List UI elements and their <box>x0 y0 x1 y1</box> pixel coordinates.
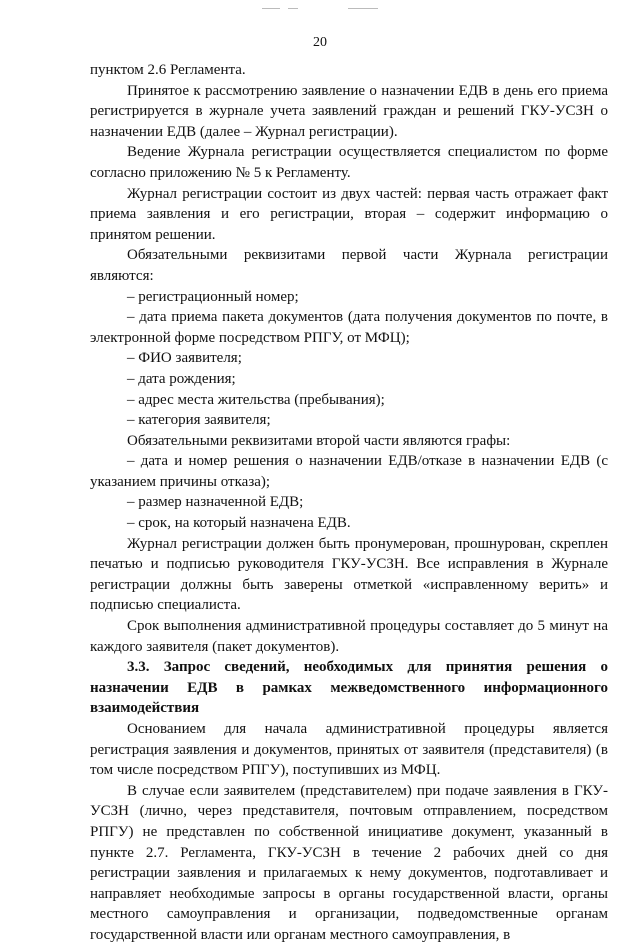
section-heading: 3.3. Запрос сведений, необходимых для принятия решения о назначении ЕДВ в рамках межведомственного информационного взаимодействия <box>90 659 608 717</box>
list-item: – дата приема пакета документов (дата получения документов по почте, в электронной форме посредством РПГУ, от МФЦ); <box>90 309 608 346</box>
body-text <box>90 60 608 946</box>
list-item: – дата и номер решения о назначении ЕДВ/отказе в назначении ЕДВ (с указанием причины отказа); <box>90 453 608 490</box>
list-item: – дата рождения; <box>127 370 236 387</box>
paragraph: пунктом 2.6 Регламента. <box>90 62 246 78</box>
list-item: – размер назначенной ЕДВ; <box>127 494 304 511</box>
paragraph: Основанием для начала административной процедуры является регистрация заявления и документов, принятых от заявителя (представителя) (в том числе посредством РПГУ), поступивших из МФЦ. <box>90 721 608 779</box>
paragraph: Срок выполнения административной процедуры составляет до 5 минут на каждого заявителя (пакет документов). <box>90 618 608 655</box>
paragraph: Обязательными реквизитами второй части являются графы: <box>127 432 511 449</box>
scan-artifact <box>262 6 382 12</box>
page-number: 20 <box>313 35 327 50</box>
paragraph: Принятое к рассмотрению заявление о назначении ЕДВ в день его приема регистрируется в журнале учета заявлений граждан и решений ГКУ-УСЗН о назначении ЕДВ (далее – Журнал регистрации). <box>90 82 608 140</box>
list-item: – ФИО заявителя; <box>127 350 242 367</box>
paragraph: Обязательными реквизитами первой части Журнала регистрации являются: <box>90 247 608 284</box>
paragraph: Журнал регистрации должен быть пронумерован, прошнурован, скреплен печатью и подписью руководителя ГКУ-УСЗН. Все исправления в Журнале регистрации должны быть заверены отметкой «исправленному верить» и подписью специалиста. <box>90 535 608 614</box>
list-item: – адрес места жительства (пребывания); <box>127 391 385 408</box>
list-item: – срок, на который назначена ЕДВ. <box>127 515 351 532</box>
paragraph: В случае если заявителем (представителем) при подаче заявления в ГКУ-УСЗН (лично, через представителя, почтовым отправлением, посредством РПГУ) не представлен по собственной инициативе документ, указанный в пункте 2.7. Регламента, ГКУ-УСЗН в течение 2 рабочих дней со дня регистрации заявления и прилагаемых к нему документов, подготавливает и направляет необходимые запросы в органы государственной власти, органы местного самоуправления и организации, подведомственные органам государственной власти или органам местного самоуправления, в <box>90 782 608 943</box>
paragraph: Журнал регистрации состоит из двух частей: первая часть отражает факт приема заявления и его регистрации, вторая – содержит информацию о принятом решении. <box>90 185 608 243</box>
paragraph: Ведение Журнала регистрации осуществляется специалистом по форме согласно приложению № 5 к Регламенту. <box>90 144 608 181</box>
list-item: – категория заявителя; <box>127 412 271 429</box>
list-item: – регистрационный номер; <box>127 288 299 305</box>
